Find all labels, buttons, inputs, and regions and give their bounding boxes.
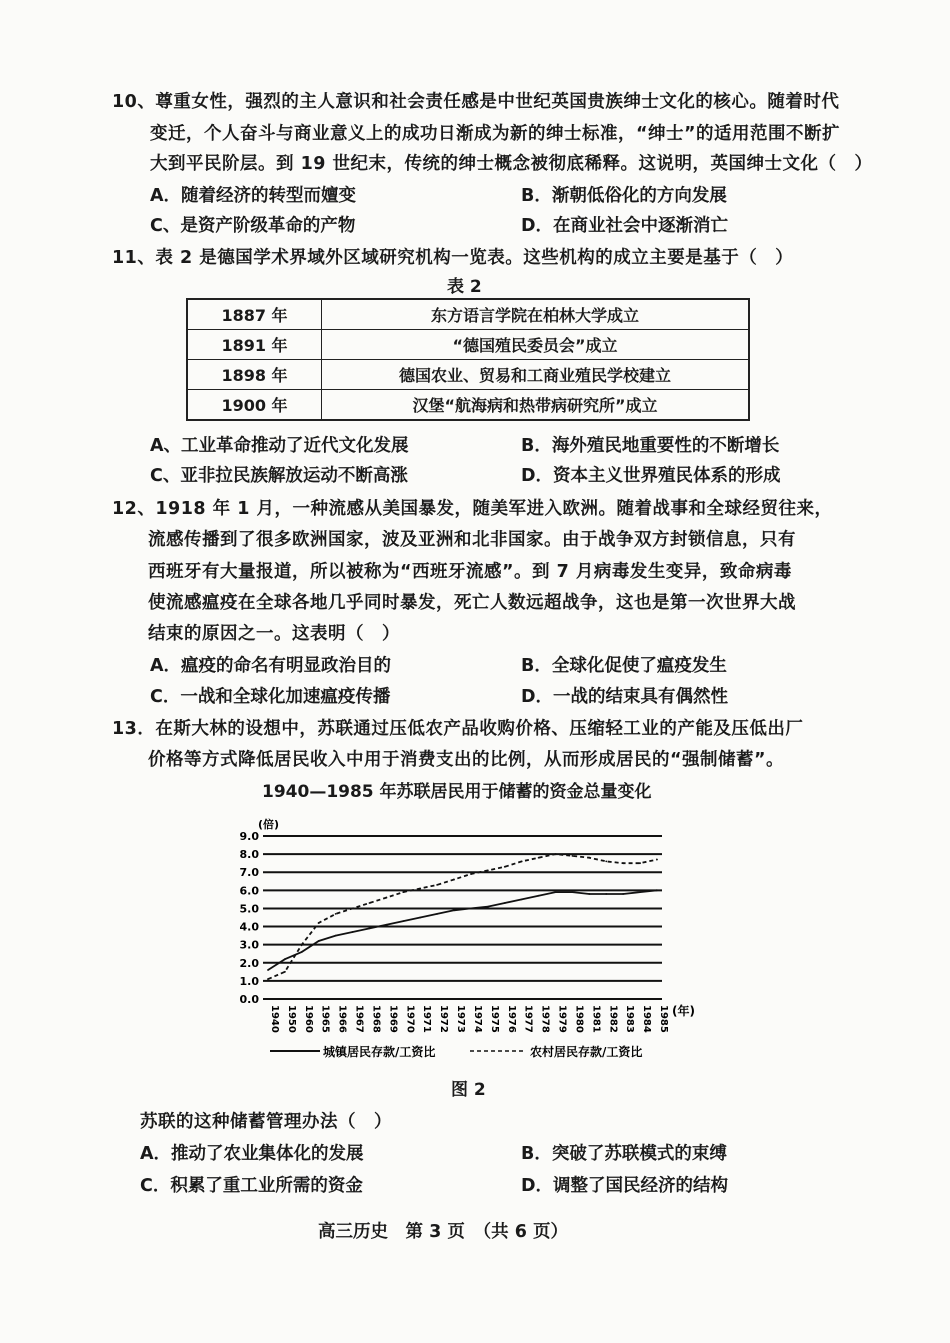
y-tick-label: 8.0	[239, 848, 259, 862]
series-1-point	[385, 924, 387, 926]
y-tick-label: 4.0	[239, 920, 259, 934]
x-tick-label: 1983	[624, 1005, 636, 1033]
q13-line-2: 价格等方式降低居民收入中用于消费支出的比例，从而形成居民的“强制储蓄”。	[148, 750, 785, 770]
q11-line-1: 11、表 2 是德国学术界域外区域研究机构一览表。这些机构的成立主要是基于（ ）	[112, 248, 794, 268]
series-2-point	[487, 870, 489, 872]
q13-option-c: C．积累了重工业所需的资金	[140, 1176, 363, 1196]
chart-title: 1940—1985 年苏联居民用于储蓄的资金总量变化	[262, 782, 652, 802]
x-tick-label: 1981	[590, 1005, 602, 1033]
series-2-point	[470, 873, 472, 875]
series-2-point	[555, 853, 557, 855]
series-2-point	[301, 944, 303, 946]
series-2-point	[352, 908, 354, 910]
y-tick-label: 3.0	[239, 938, 259, 952]
table-cell-event: 汉堡“航海病和热带病研究所”成立	[322, 390, 750, 421]
x-tick-label: 1982	[607, 1005, 619, 1033]
x-tick-label: 1985	[658, 1005, 669, 1033]
legend-label-rural: 农村居民存款/工资比	[530, 1045, 643, 1059]
series-1-point	[369, 927, 371, 929]
q10-option-c: C、是资产阶级革命的产物	[150, 216, 356, 236]
figure-caption: 图 2	[451, 1080, 486, 1100]
q11-option-b: B．海外殖民地重要性的不断增长	[521, 436, 780, 456]
series-2-point	[335, 913, 337, 915]
series-line-2	[268, 854, 657, 979]
x-tick-label: 1965	[319, 1005, 331, 1033]
series-2-point	[402, 891, 404, 893]
series-2-point	[318, 922, 320, 924]
series-1-point	[504, 902, 506, 904]
legend-label-urban: 城镇居民存款/工资比	[323, 1045, 436, 1059]
table-cell-year: 1900 年	[187, 390, 322, 421]
x-tick-label: 1971	[421, 1005, 433, 1033]
y-axis-label: (倍)	[258, 818, 280, 831]
series-2-point	[521, 860, 523, 862]
series-1-point	[318, 940, 320, 942]
series-2-point	[538, 857, 540, 859]
q12-line-2: 流感传播到了很多欧洲国家，波及亚洲和北非国家。由于战争双方封锁信息，只有	[148, 530, 796, 550]
series-1-point	[453, 909, 455, 911]
x-tick-label: 1966	[336, 1005, 348, 1033]
q11-option-c: C、亚非拉民族解放运动不断高涨	[150, 466, 408, 486]
series-2-point	[605, 860, 607, 862]
x-tick-label: 1940	[269, 1005, 280, 1033]
series-1-point	[301, 951, 303, 953]
y-tick-label: 6.0	[239, 884, 259, 898]
q12-option-b: B．全球化促使了瘟疫发生	[521, 656, 727, 676]
series-1-point	[267, 969, 269, 971]
series-1-point	[656, 889, 658, 891]
x-tick-label: 1969	[387, 1005, 399, 1033]
table-cell-year: 1887 年	[187, 299, 322, 330]
series-1-point	[538, 895, 540, 897]
q10-option-a: A．随着经济的转型而嬗变	[150, 186, 357, 206]
q10-line-2: 变迁，个人奋斗与商业意义上的成功日渐成为新的绅士标准，“绅士”的适用范围不断扩	[150, 124, 841, 144]
q10-line-1: 10、尊重女性，强烈的主人意识和社会责任感是中世纪英国贵族绅士文化的核心。随着时代	[112, 92, 840, 112]
series-1-point	[622, 893, 624, 895]
series-1-point	[639, 891, 641, 893]
y-tick-label: 5.0	[239, 902, 259, 916]
series-2-point	[639, 862, 641, 864]
y-tick-label: 2.0	[239, 956, 259, 970]
series-1-point	[284, 958, 286, 960]
series-1-point	[588, 893, 590, 895]
q13-stem: 苏联的这种储蓄管理办法（ ）	[140, 1112, 392, 1132]
table-cell-year: 1898 年	[187, 360, 322, 390]
table-cell-event: “德国殖民委员会”成立	[322, 330, 750, 360]
x-tick-label: 1979	[556, 1005, 568, 1033]
series-1-point	[605, 893, 607, 895]
series-2-point	[369, 902, 371, 904]
series-1-point	[555, 891, 557, 893]
x-tick-label: 1973	[455, 1005, 467, 1033]
series-1-point	[335, 935, 337, 937]
series-1-point	[402, 920, 404, 922]
series-2-point	[436, 884, 438, 886]
x-tick-label: 1978	[539, 1005, 551, 1033]
x-tick-label: 1970	[404, 1005, 416, 1033]
x-tick-label: 1960	[302, 1005, 314, 1033]
x-tick-label: 1974	[471, 1005, 483, 1033]
q10-option-b: B．渐朝低俗化的方向发展	[521, 186, 727, 206]
series-2-point	[267, 978, 269, 980]
q13-line-1: 13．在斯大林的设想中，苏联通过压低农产品收购价格、压缩轻工业的产能及压低出厂	[112, 719, 804, 739]
series-2-point	[385, 897, 387, 899]
x-tick-label: 1977	[522, 1005, 534, 1033]
series-2-point	[419, 888, 421, 890]
table-title: 表 2	[447, 277, 482, 297]
series-2-point	[504, 866, 506, 868]
q11-option-a: A、工业革命推动了近代文化发展	[150, 436, 409, 456]
series-2-point	[622, 862, 624, 864]
series-1-point	[521, 898, 523, 900]
q12-option-a: A．瘟疫的命名有明显政治目的	[150, 656, 392, 676]
q13-option-a: A．推动了农业集体化的发展	[140, 1144, 364, 1164]
series-1-point	[487, 906, 489, 908]
q12-option-c: C．一战和全球化加速瘟疫传播	[150, 687, 391, 707]
q11-option-d: D．资本主义世界殖民体系的形成	[521, 466, 781, 486]
table-row	[187, 390, 749, 421]
y-tick-label: 9.0	[239, 830, 259, 843]
series-2-point	[572, 855, 574, 857]
x-tick-label: 1967	[353, 1005, 365, 1033]
q12-line-5: 结束的原因之一。这表明（ ）	[148, 624, 400, 644]
series-1-point	[572, 891, 574, 893]
q12-option-d: D．一战的结束具有偶然性	[521, 687, 729, 707]
q13-option-d: D．调整了国民经济的结构	[521, 1176, 729, 1196]
x-tick-label: 1980	[573, 1005, 585, 1033]
institutions-table	[186, 298, 750, 421]
x-tick-label: 1984	[641, 1005, 653, 1033]
q13-option-b: B．突破了苏联模式的束缚	[521, 1144, 727, 1164]
q12-line-3: 西班牙有大量报道，所以被称为“西班牙流感”。到 7 月病毒发生变异，致命病毒	[148, 562, 792, 582]
x-axis-label: (年)	[672, 1004, 695, 1018]
q10-line-3: 大到平民阶层。到 19 世纪末，传统的绅士概念被彻底稀释。这说明，英国绅士文化（ ）	[150, 154, 873, 174]
q10-option-d: D．在商业社会中逐渐消亡	[521, 216, 729, 236]
series-1-point	[352, 931, 354, 933]
series-2-point	[588, 857, 590, 859]
table-cell-event: 东方语言学院在柏林大学成立	[322, 299, 750, 330]
table-row	[187, 299, 749, 330]
series-line-1	[268, 890, 657, 970]
series-1-point	[436, 913, 438, 915]
series-1-point	[419, 917, 421, 919]
page-footer: 高三历史 第 3 页 （共 6 页）	[318, 1222, 568, 1242]
x-tick-label: 1972	[438, 1005, 450, 1033]
y-tick-label: 1.0	[239, 974, 259, 988]
table-row	[187, 330, 749, 360]
series-1-point	[470, 908, 472, 910]
q12-line-4: 使流感瘟疫在全球各地几乎同时暴发，死亡人数远超战争，这也是第一次世界大战	[148, 593, 796, 613]
series-2-point	[284, 971, 286, 973]
table-cell-event: 德国农业、贸易和工商业殖民学校建立	[322, 360, 750, 390]
x-tick-label: 1975	[488, 1005, 500, 1033]
x-tick-label: 1968	[370, 1005, 382, 1033]
series-2-point	[453, 879, 455, 881]
x-tick-label: 1950	[285, 1005, 297, 1033]
series-2-point	[656, 859, 658, 861]
y-tick-label: 7.0	[239, 866, 259, 880]
x-tick-label: 1976	[505, 1005, 517, 1033]
y-tick-label: 0.0	[239, 993, 259, 1006]
table-cell-year: 1891 年	[187, 330, 322, 360]
table-row	[187, 360, 749, 390]
q12-line-1: 12、1918 年 1 月，一种流感从美国暴发，随美军进入欧洲。随着战事和全球经贸往来，	[112, 499, 833, 519]
